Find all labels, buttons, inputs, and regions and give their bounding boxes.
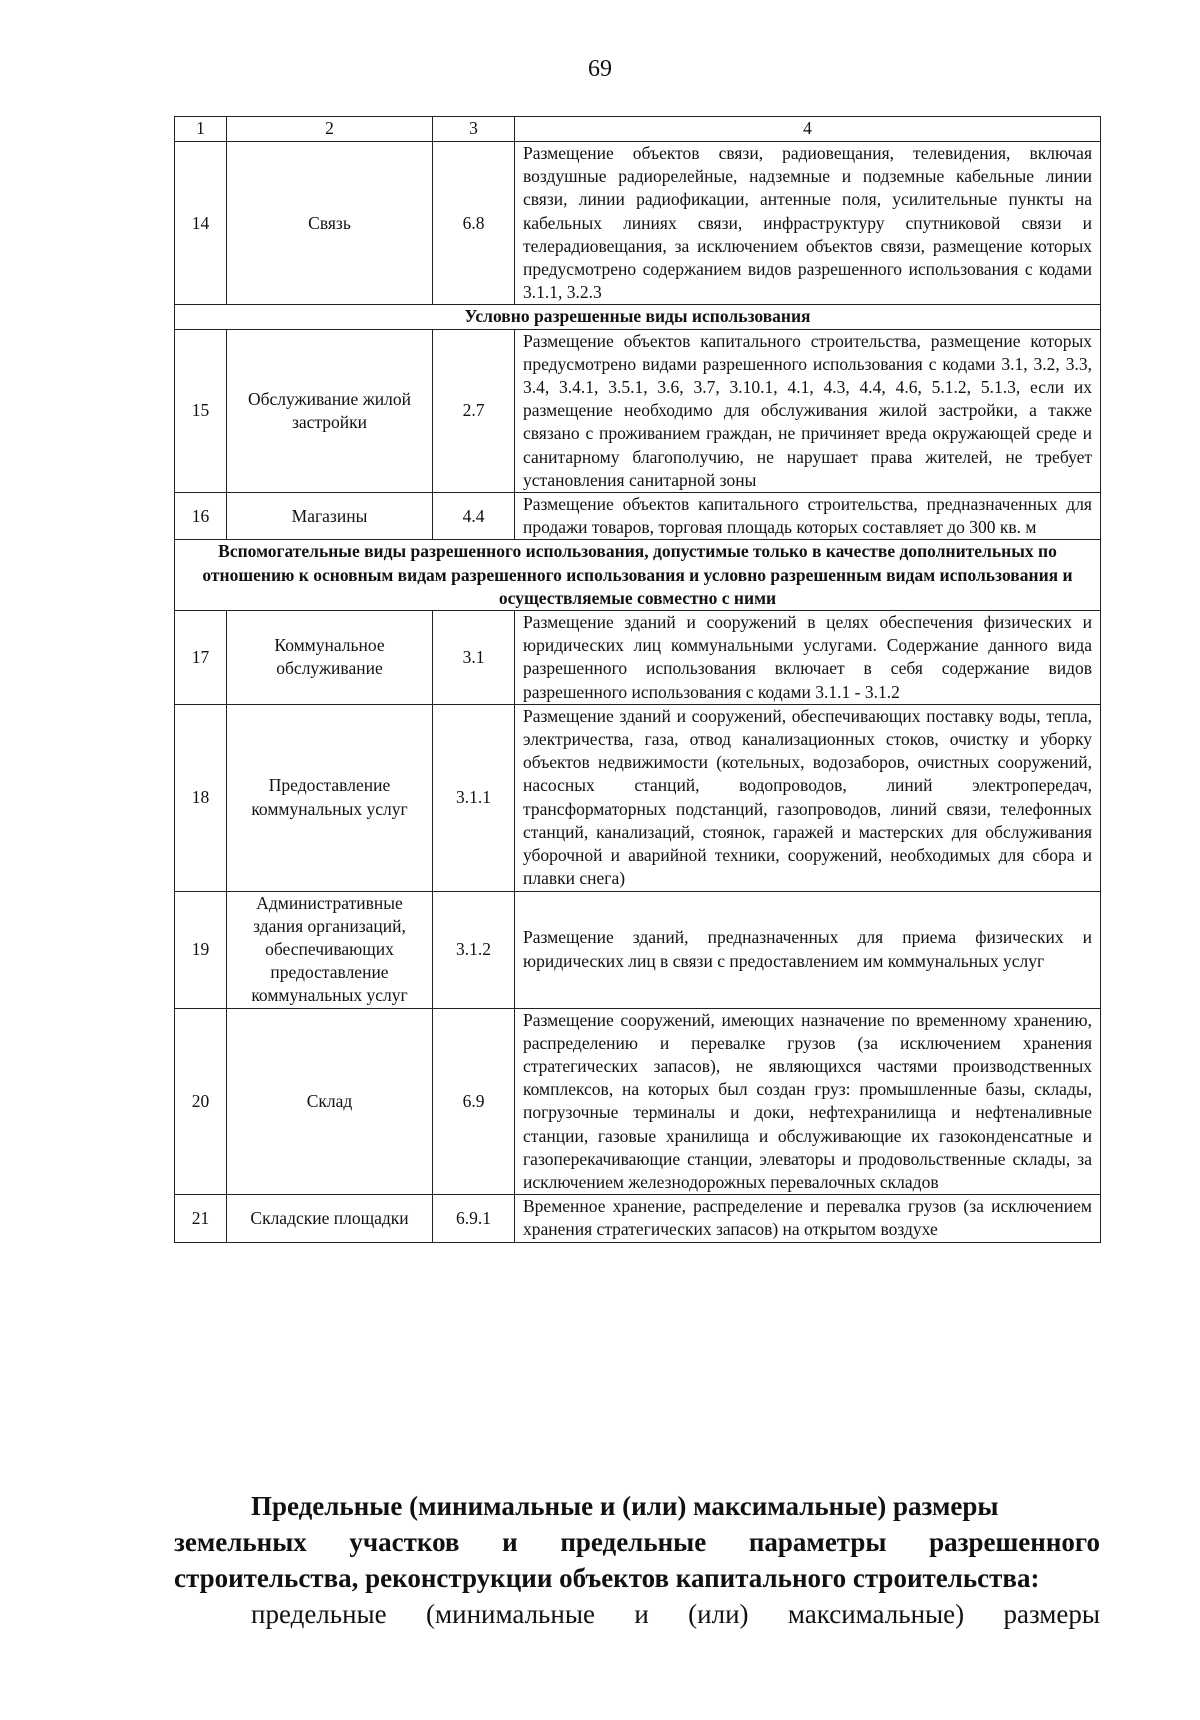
use-type-name: Складские площадки bbox=[227, 1195, 433, 1242]
table-row bbox=[175, 704, 1101, 891]
table-row bbox=[175, 891, 1101, 1008]
use-type-name: Обслуживание жилой застройки bbox=[227, 329, 433, 492]
use-type-code: 3.1.2 bbox=[433, 891, 515, 1008]
use-type-code: 6.8 bbox=[433, 142, 515, 305]
use-type-description: Размещение зданий, предназначенных для приема физических и юридических лиц в связи с предоставлением им коммунальных услуг bbox=[515, 891, 1101, 1008]
use-type-code: 3.1.1 bbox=[433, 704, 515, 891]
use-type-code: 3.1 bbox=[433, 611, 515, 705]
table-row bbox=[175, 493, 1101, 540]
heading-line-rest: земельных участков и предельные параметры разрешенного строительства, реконструкции объектов капитального строительства: bbox=[174, 1527, 1100, 1593]
use-type-description: Размещение объектов капитального строительства, предназначенных для продажи товаров, торговая площадь которых составляет до 300 кв. м bbox=[515, 493, 1101, 540]
use-type-code: 2.7 bbox=[433, 329, 515, 492]
use-type-code: 6.9.1 bbox=[433, 1195, 515, 1242]
header-cell-2: 2 bbox=[227, 117, 433, 142]
use-type-description: Размещение сооружений, имеющих назначение по временному хранению, распределению и перевалке грузов (за исключением хранения стратегических запасов), не являющихся частями производственных комплексов, на которых был создан груз: промышленные базы, склады, погрузочные терминалы и доки, нефтехранилища и нефтеналивные станции, газовые хранилища и обслуживающие их газоконденсатные и газоперекачивающие станции, элеваторы и продовольственные склады, за исключением железнодорожных перевалочных складов bbox=[515, 1008, 1101, 1195]
use-type-code: 4.4 bbox=[433, 493, 515, 540]
use-type-code: 6.9 bbox=[433, 1008, 515, 1195]
use-type-name: Предоставление коммунальных услуг bbox=[227, 704, 433, 891]
use-type-description: Размещение зданий и сооружений в целях обеспечения физических и юридических лиц коммунальными услугами. Содержание данного вида разрешенного использования включает в себя содержание видов разрешенного использования с кодами 3.1.1 - 3.1.2 bbox=[515, 611, 1101, 705]
row-number: 14 bbox=[175, 142, 227, 305]
table-row bbox=[175, 329, 1101, 492]
section-heading bbox=[174, 1488, 1100, 1596]
use-type-name: Административные здания организаций, обеспечивающих предоставление коммунальных услуг bbox=[227, 891, 433, 1008]
row-number: 17 bbox=[175, 611, 227, 705]
use-type-name: Связь bbox=[227, 142, 433, 305]
header-cell-4: 4 bbox=[515, 117, 1101, 142]
table-row bbox=[175, 1008, 1101, 1195]
body-paragraph: предельные (минимальные и (или) максимальные) размеры bbox=[251, 1599, 1100, 1629]
row-number: 15 bbox=[175, 329, 227, 492]
use-type-name: Склад bbox=[227, 1008, 433, 1195]
header-cell-3: 3 bbox=[433, 117, 515, 142]
section-row bbox=[175, 305, 1101, 329]
table-row bbox=[175, 1195, 1101, 1242]
section-row bbox=[175, 540, 1101, 611]
table-row bbox=[175, 142, 1101, 305]
row-number: 19 bbox=[175, 891, 227, 1008]
row-number: 21 bbox=[175, 1195, 227, 1242]
table-row bbox=[175, 611, 1101, 705]
table-header-row bbox=[175, 117, 1101, 142]
row-number: 18 bbox=[175, 704, 227, 891]
land-use-table bbox=[174, 116, 1101, 1243]
use-type-name: Магазины bbox=[227, 493, 433, 540]
section-title: Вспомогательные виды разрешенного использования, допустимые только в качестве дополнительных по отношению к основным видам разрешенного использования и условно разрешенным видам использования и осуществляемые совместно с ними bbox=[175, 540, 1101, 611]
heading-line-1: Предельные (минимальные и (или) максимальные) размеры bbox=[251, 1491, 999, 1521]
section-title: Условно разрешенные виды использования bbox=[175, 305, 1101, 329]
row-number: 20 bbox=[175, 1008, 227, 1195]
header-cell-1: 1 bbox=[175, 117, 227, 142]
use-type-description: Временное хранение, распределение и перевалка грузов (за исключением хранения стратегических запасов) на открытом воздухе bbox=[515, 1195, 1101, 1242]
use-type-description: Размещение зданий и сооружений, обеспечивающих поставку воды, тепла, электричества, газа, отвод канализационных стоков, очистку и уборку объектов недвижимости (котельных, водозаборов, очистных сооружений, насосных станций, водопроводов, линий электропередач, трансформаторных подстанций, газопроводов, линий связи, телефонных станций, канализаций, стоянок, гаражей и мастерских для обслуживания уборочной и аварийной техники, сооружений, необходимых для сбора и плавки снега) bbox=[515, 704, 1101, 891]
use-type-description: Размещение объектов капитального строительства, размещение которых предусмотрено видами разрешенного использования с кодами 3.1, 3.2, 3.3, 3.4, 3.4.1, 3.5.1, 3.6, 3.7, 3.10.1, 4.1, 4.3, 4.4, 4.6, 5.1.2, 5.1.3, если их размещение необходимо для обслуживания жилой застройки, а также связано с проживанием граждан, не причиняет вреда окружающей среде и санитарному благополучию, не нарушает права жителей, не требует установления санитарной зоны bbox=[515, 329, 1101, 492]
page-number: 69 bbox=[588, 56, 612, 82]
row-number: 16 bbox=[175, 493, 227, 540]
use-type-name: Коммунальное обслуживание bbox=[227, 611, 433, 705]
use-type-description: Размещение объектов связи, радиовещания, телевидения, включая воздушные радиорелейные, надземные и подземные кабельные линии связи, линии радиофикации, антенные поля, усилительные пункты на кабельных линиях связи, инфраструктуру спутниковой связи и телерадиовещания, за исключением объектов связи, размещение которых предусмотрено содержанием видов разрешенного использования с кодами 3.1.1, 3.2.3 bbox=[515, 142, 1101, 305]
